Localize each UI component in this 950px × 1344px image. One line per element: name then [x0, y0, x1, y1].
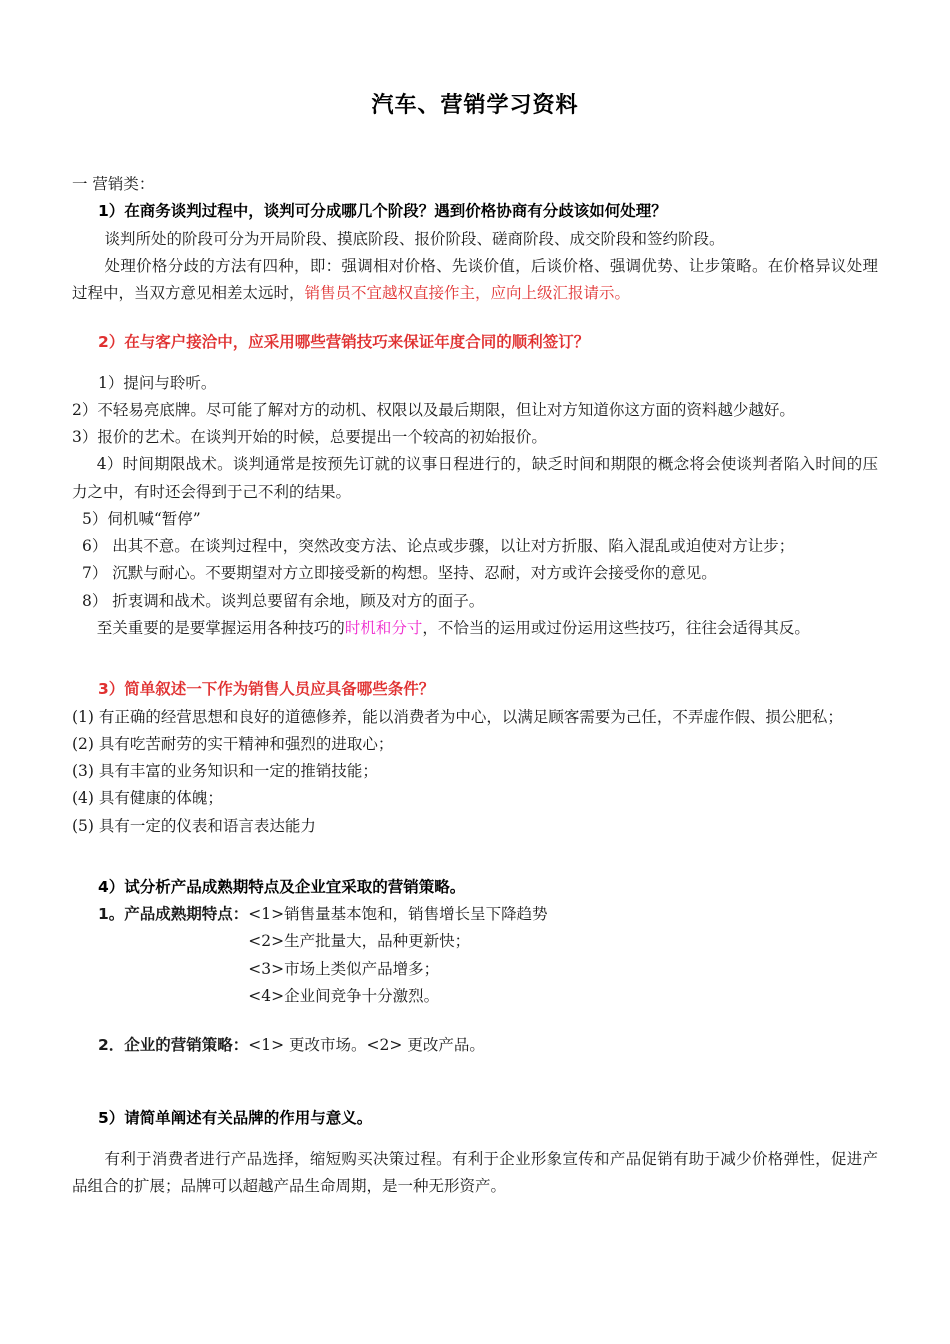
q3-list-item: (4) 具有健康的体魄； [72, 789, 223, 808]
q4-sub1-item: <4>企业间竞争十分激烈。 [248, 986, 440, 1005]
q2-closing-pre: 至关重要的是要掌握运用各种技巧的 [96, 618, 345, 637]
q2-list-item: 7） 沉默与耐心。不要期望对方立即接受新的构想。坚持、忍耐，对方或许会接受你的意见。 [82, 564, 717, 583]
spacer [72, 1059, 878, 1105]
q5-answer: 有利于消费者进行产品选择，缩短购买决策过程。有利于企业形象宣传和产品促销有助于减少价格弹性，促进产品组合的扩展；品牌可以超越产品生命周期，是一种无形资产。 [72, 1149, 878, 1195]
section-label: 一 营销类： [72, 175, 155, 193]
q4-sub1 [72, 901, 878, 1010]
q2-list-item: 1）提问与聆听。 [98, 373, 217, 392]
q4-sub2-label: 2．企业的营销策略： [98, 1036, 249, 1055]
question-1-heading: 1）在商务谈判过程中，谈判可分成哪几个阶段？遇到价格协商有分歧该如何处理？ [98, 202, 667, 221]
q2-list-item: 3）报价的艺术。在谈判开始的时候，总要提出一个较高的初始报价。 [72, 428, 547, 447]
q4-sub2-text: <1> 更改市场。<2> 更改产品。 [248, 1036, 485, 1055]
document-body [72, 171, 878, 1200]
q2-list-item: 6） 出其不意。在谈判过程中，突然改变方法、论点或步骤，以让对方折服、陷入混乱或迫使对方让步； [82, 537, 795, 556]
q2-closing-highlight: 时机和分寸 [344, 618, 423, 637]
spacer [72, 642, 878, 676]
q3-list-item: (3) 具有丰富的业务知识和一定的推销技能； [72, 762, 378, 781]
q4-sub2 [72, 1032, 878, 1059]
q1-para2-red: 销售员不宜越权直接作主，应向上级汇报请示。 [304, 284, 631, 303]
q3-list-item: (1) 有正确的经营思想和良好的道德修养，能以消费者为中心，以满足顾客需要为己任，不弄虚作假、损公肥私； [72, 707, 843, 726]
q4-sub1-items [248, 901, 878, 1010]
page-title: 汽车、营销学习资料 [371, 93, 579, 118]
q1-para2-black: 处理价格分歧的方法有四种，即：强调相对价格、先谈价值，后谈价格、强调优势、让步策略。在价格异议处理过程中，当双方意见相差太远时， [72, 256, 878, 303]
spacer [72, 1010, 878, 1032]
q4-sub1-label: 1。产品成熟期特点： [98, 905, 249, 924]
q3-list-item: (5) 具有一定的仪表和语言表达能力 [72, 816, 316, 835]
question-1-paragraph-2 [72, 253, 878, 308]
spacer [72, 307, 878, 329]
q4-sub1-item: <3>市场上类似产品增多； [248, 959, 440, 978]
question-5-heading: 5）请简单阐述有关品牌的作用与意义。 [98, 1109, 373, 1128]
question-1-paragraph-1: 谈判所处的阶段可分为开局阶段、摸底阶段、报价阶段、磋商阶段、成交阶段和签约阶段。 [104, 229, 725, 248]
question-2-heading: 2）在与客户接洽中，应采用哪些营销技巧来保证年度合同的顺利签订？ [98, 333, 590, 352]
q2-list-item: 2）不轻易亮底牌。尽可能了解对方的动机、权限以及最后期限，但让对方知道你这方面的资料越少越好。 [72, 400, 795, 419]
question-4-heading: 4）试分析产品成熟期特点及企业宜采取的营销策略。 [98, 877, 466, 896]
q2-list-item: 4）时间期限战术。谈判通常是按预先订就的议事日程进行的，缺乏时间和期限的概念将会使谈判者陷入时间的压力之中，有时还会得到于己不利的结果。 [72, 455, 878, 501]
spacer [72, 357, 878, 370]
q2-closing-post: ，不恰当的运用或过份运用这些技巧，往往会适得其反。 [422, 618, 810, 637]
spacer [72, 840, 878, 874]
q2-closing-paragraph [72, 615, 878, 642]
spacer [72, 1133, 878, 1146]
q3-list-item: (2) 具有吃苦耐劳的实干精神和强烈的进取心； [72, 734, 394, 753]
question-3-heading: 3）简单叙述一下作为销售人员应具备哪些条件？ [98, 680, 435, 699]
q4-sub1-item: <1>销售量基本饱和，销售增长呈下降趋势 [248, 905, 548, 924]
q2-list-item: 5）伺机喊“暂停” [82, 509, 201, 528]
q4-sub1-item: <2>生产批量大，品种更新快； [248, 932, 471, 951]
q2-list-item: 8） 折衷调和战术。谈判总要留有余地，顾及对方的面子。 [82, 591, 485, 610]
